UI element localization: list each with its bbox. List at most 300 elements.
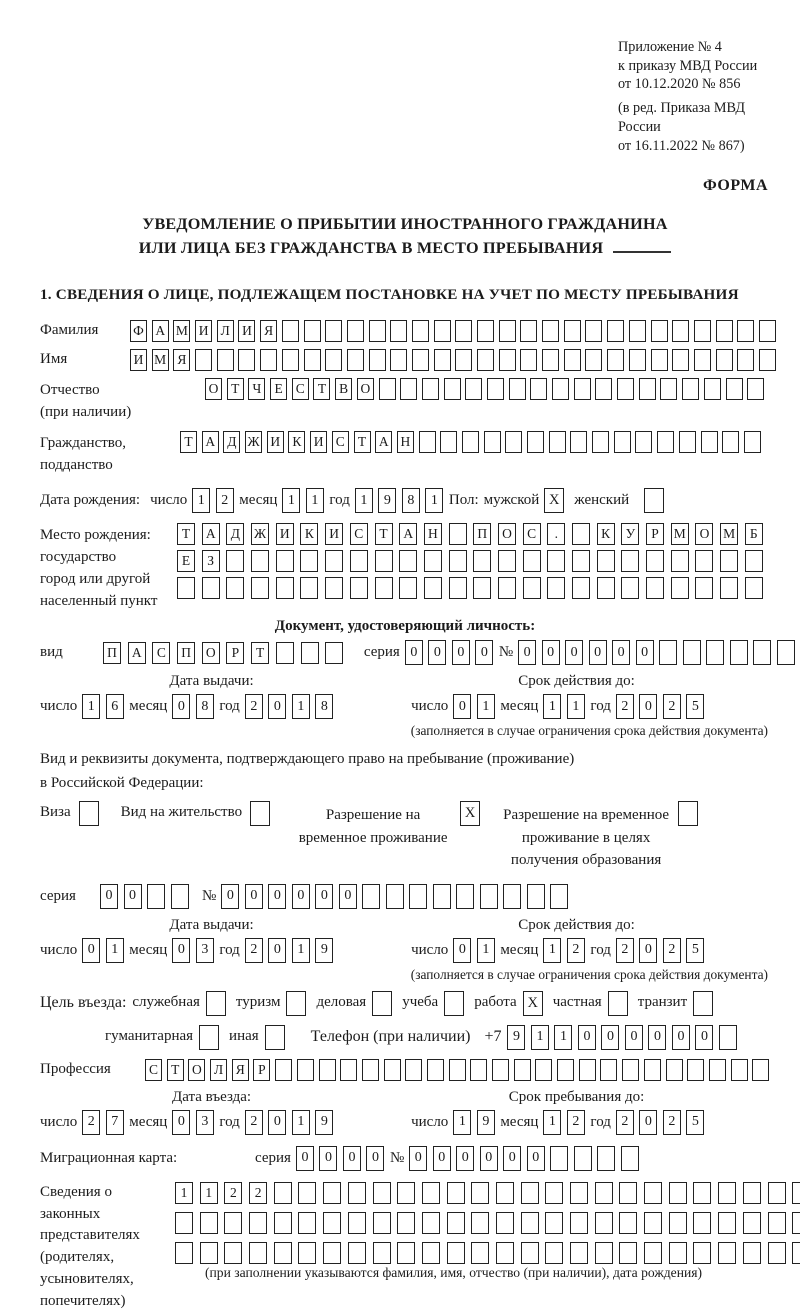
char-cell[interactable]: Я	[260, 320, 277, 342]
char-cell[interactable]: 2	[663, 1110, 681, 1135]
char-cell[interactable]: 0	[428, 640, 446, 665]
char-cell[interactable]	[369, 349, 386, 371]
char-cell[interactable]	[768, 1242, 786, 1264]
char-cell[interactable]	[449, 550, 467, 572]
char-cell[interactable]	[768, 1182, 786, 1204]
char-cell[interactable]: Ф	[130, 320, 147, 342]
char-cell[interactable]	[477, 349, 494, 371]
char-cell[interactable]: 1	[292, 694, 310, 719]
residence-permit-checkbox[interactable]	[250, 801, 270, 826]
char-cell[interactable]: 0	[319, 1146, 337, 1171]
char-cell[interactable]	[304, 320, 321, 342]
char-cell[interactable]	[301, 642, 319, 664]
char-cell[interactable]: И	[195, 320, 212, 342]
char-cell[interactable]: В	[335, 378, 352, 400]
char-cell[interactable]: Л	[210, 1059, 227, 1081]
char-cell[interactable]	[347, 320, 364, 342]
char-cell[interactable]	[651, 349, 668, 371]
char-cell[interactable]: 5	[686, 1110, 704, 1135]
char-cell[interactable]: К	[300, 523, 318, 545]
char-cell[interactable]	[492, 1059, 509, 1081]
char-cell[interactable]: И	[267, 431, 284, 453]
char-cell[interactable]	[444, 378, 461, 400]
char-cell[interactable]	[226, 577, 244, 599]
char-cell[interactable]	[743, 1182, 761, 1204]
char-cell[interactable]: 0	[268, 1110, 286, 1135]
char-cell[interactable]	[422, 1212, 440, 1234]
char-cell[interactable]: 0	[695, 1025, 713, 1050]
char-cell[interactable]	[693, 1242, 711, 1264]
char-cell[interactable]: Ж	[245, 431, 262, 453]
char-cell[interactable]: 8	[402, 488, 420, 513]
char-cell[interactable]: 0	[578, 1025, 596, 1050]
other-checkbox[interactable]	[265, 1025, 285, 1050]
char-cell[interactable]: Т	[251, 642, 269, 664]
char-cell[interactable]	[434, 349, 451, 371]
char-cell[interactable]: О	[205, 378, 222, 400]
char-cell[interactable]: 2	[245, 1110, 263, 1135]
tourism-checkbox[interactable]	[286, 991, 306, 1016]
char-cell[interactable]	[660, 378, 677, 400]
char-cell[interactable]	[644, 1059, 661, 1081]
char-cell[interactable]	[471, 1212, 489, 1234]
char-cell[interactable]	[597, 1146, 615, 1171]
char-cell[interactable]: Д	[223, 431, 240, 453]
char-cell[interactable]: М	[671, 523, 689, 545]
char-cell[interactable]	[716, 320, 733, 342]
char-cell[interactable]	[390, 320, 407, 342]
char-cell[interactable]: 0	[172, 694, 190, 719]
char-cell[interactable]	[753, 640, 771, 665]
char-cell[interactable]: 6	[106, 694, 124, 719]
char-cell[interactable]	[614, 431, 631, 453]
char-cell[interactable]	[348, 1182, 366, 1204]
char-cell[interactable]	[547, 577, 565, 599]
char-cell[interactable]: 2	[216, 488, 234, 513]
char-cell[interactable]	[325, 577, 343, 599]
char-cell[interactable]: Т	[177, 523, 195, 545]
char-cell[interactable]: М	[720, 523, 738, 545]
char-cell[interactable]	[274, 1212, 292, 1234]
char-cell[interactable]	[759, 320, 776, 342]
char-cell[interactable]: Е	[270, 378, 287, 400]
char-cell[interactable]: 5	[686, 938, 704, 963]
char-cell[interactable]: К	[597, 523, 615, 545]
char-cell[interactable]	[719, 1025, 737, 1050]
char-cell[interactable]	[449, 523, 467, 545]
char-cell[interactable]	[621, 1146, 639, 1171]
char-cell[interactable]	[639, 378, 656, 400]
char-cell[interactable]: Д	[226, 523, 244, 545]
char-cell[interactable]	[726, 378, 743, 400]
char-cell[interactable]	[473, 577, 491, 599]
char-cell[interactable]: П	[103, 642, 121, 664]
visa-checkbox[interactable]	[79, 801, 99, 826]
char-cell[interactable]: 2	[224, 1182, 242, 1204]
char-cell[interactable]	[224, 1242, 242, 1264]
char-cell[interactable]: 0	[503, 1146, 521, 1171]
char-cell[interactable]	[399, 550, 417, 572]
char-cell[interactable]	[574, 378, 591, 400]
humanitarian-checkbox[interactable]	[199, 1025, 219, 1050]
char-cell[interactable]	[422, 378, 439, 400]
char-cell[interactable]: З	[202, 550, 220, 572]
char-cell[interactable]	[325, 642, 343, 664]
char-cell[interactable]	[424, 577, 442, 599]
char-cell[interactable]: Л	[217, 320, 234, 342]
char-cell[interactable]	[348, 1212, 366, 1234]
char-cell[interactable]: 2	[663, 694, 681, 719]
char-cell[interactable]	[557, 1059, 574, 1081]
char-cell[interactable]	[369, 320, 386, 342]
char-cell[interactable]: 2	[616, 938, 634, 963]
char-cell[interactable]: П	[473, 523, 491, 545]
char-cell[interactable]: 0	[366, 1146, 384, 1171]
char-cell[interactable]	[720, 577, 738, 599]
char-cell[interactable]: 7	[106, 1110, 124, 1135]
char-cell[interactable]	[709, 1059, 726, 1081]
char-cell[interactable]: 1	[425, 488, 443, 513]
char-cell[interactable]	[195, 349, 212, 371]
char-cell[interactable]	[523, 577, 541, 599]
char-cell[interactable]: Т	[375, 523, 393, 545]
char-cell[interactable]: 0	[612, 640, 630, 665]
char-cell[interactable]	[666, 1059, 683, 1081]
char-cell[interactable]	[447, 1182, 465, 1204]
char-cell[interactable]	[422, 1182, 440, 1204]
char-cell[interactable]: 0	[315, 884, 333, 909]
char-cell[interactable]	[595, 378, 612, 400]
char-cell[interactable]	[375, 550, 393, 572]
char-cell[interactable]	[375, 577, 393, 599]
char-cell[interactable]	[238, 349, 255, 371]
char-cell[interactable]: 0	[221, 884, 239, 909]
char-cell[interactable]	[498, 550, 516, 572]
char-cell[interactable]: 1	[543, 694, 561, 719]
char-cell[interactable]: 0	[245, 884, 263, 909]
char-cell[interactable]	[595, 1242, 613, 1264]
char-cell[interactable]	[300, 577, 318, 599]
char-cell[interactable]: 1	[543, 1110, 561, 1135]
char-cell[interactable]	[768, 1212, 786, 1234]
char-cell[interactable]: 2	[616, 1110, 634, 1135]
char-cell[interactable]	[644, 1182, 662, 1204]
char-cell[interactable]: 1	[292, 1110, 310, 1135]
char-cell[interactable]	[386, 884, 404, 909]
char-cell[interactable]: Т	[313, 378, 330, 400]
char-cell[interactable]	[669, 1182, 687, 1204]
char-cell[interactable]	[669, 1212, 687, 1234]
char-cell[interactable]	[499, 320, 516, 342]
char-cell[interactable]	[752, 1059, 769, 1081]
char-cell[interactable]: 1	[567, 694, 585, 719]
char-cell[interactable]: 1	[355, 488, 373, 513]
char-cell[interactable]	[745, 550, 763, 572]
char-cell[interactable]	[694, 349, 711, 371]
char-cell[interactable]	[249, 1212, 267, 1234]
char-cell[interactable]	[521, 1242, 539, 1264]
char-cell[interactable]	[323, 1182, 341, 1204]
char-cell[interactable]	[595, 1212, 613, 1234]
char-cell[interactable]: К	[288, 431, 305, 453]
char-cell[interactable]	[657, 431, 674, 453]
char-cell[interactable]: 0	[480, 1146, 498, 1171]
char-cell[interactable]	[535, 1059, 552, 1081]
char-cell[interactable]: 0	[542, 640, 560, 665]
char-cell[interactable]	[701, 431, 718, 453]
char-cell[interactable]	[200, 1212, 218, 1234]
char-cell[interactable]	[572, 577, 590, 599]
char-cell[interactable]	[251, 550, 269, 572]
char-cell[interactable]	[572, 550, 590, 572]
char-cell[interactable]	[574, 1146, 592, 1171]
char-cell[interactable]	[419, 431, 436, 453]
char-cell[interactable]: 3	[196, 1110, 214, 1135]
char-cell[interactable]: 0	[518, 640, 536, 665]
char-cell[interactable]	[496, 1212, 514, 1234]
char-cell[interactable]: 1	[554, 1025, 572, 1050]
work-checkbox[interactable]: X	[523, 991, 543, 1016]
char-cell[interactable]: М	[173, 320, 190, 342]
char-cell[interactable]: С	[523, 523, 541, 545]
char-cell[interactable]: Е	[177, 550, 195, 572]
char-cell[interactable]	[465, 378, 482, 400]
char-cell[interactable]	[373, 1242, 391, 1264]
char-cell[interactable]	[282, 349, 299, 371]
char-cell[interactable]	[704, 378, 721, 400]
char-cell[interactable]	[523, 550, 541, 572]
char-cell[interactable]	[694, 320, 711, 342]
char-cell[interactable]	[480, 884, 498, 909]
char-cell[interactable]: А	[128, 642, 146, 664]
char-cell[interactable]	[323, 1242, 341, 1264]
char-cell[interactable]	[447, 1212, 465, 1234]
char-cell[interactable]	[547, 550, 565, 572]
char-cell[interactable]	[659, 640, 677, 665]
char-cell[interactable]	[373, 1182, 391, 1204]
char-cell[interactable]: 1	[543, 938, 561, 963]
char-cell[interactable]: О	[357, 378, 374, 400]
char-cell[interactable]: 0	[172, 1110, 190, 1135]
char-cell[interactable]: 0	[433, 1146, 451, 1171]
char-cell[interactable]: 1	[531, 1025, 549, 1050]
char-cell[interactable]: И	[130, 349, 147, 371]
char-cell[interactable]	[527, 431, 544, 453]
char-cell[interactable]	[530, 378, 547, 400]
char-cell[interactable]	[646, 577, 664, 599]
char-cell[interactable]	[542, 320, 559, 342]
char-cell[interactable]: 5	[686, 694, 704, 719]
char-cell[interactable]	[520, 349, 537, 371]
char-cell[interactable]	[297, 1059, 314, 1081]
char-cell[interactable]	[716, 349, 733, 371]
char-cell[interactable]	[570, 1242, 588, 1264]
char-cell[interactable]	[422, 1242, 440, 1264]
char-cell[interactable]	[217, 349, 234, 371]
char-cell[interactable]	[274, 1182, 292, 1204]
char-cell[interactable]: 1	[200, 1182, 218, 1204]
char-cell[interactable]: 0	[639, 938, 657, 963]
char-cell[interactable]	[300, 550, 318, 572]
char-cell[interactable]	[542, 349, 559, 371]
char-cell[interactable]	[669, 1242, 687, 1264]
char-cell[interactable]: Н	[424, 523, 442, 545]
sex-female-checkbox[interactable]	[644, 488, 664, 513]
char-cell[interactable]	[400, 378, 417, 400]
char-cell[interactable]	[730, 640, 748, 665]
char-cell[interactable]	[449, 577, 467, 599]
private-checkbox[interactable]	[608, 991, 628, 1016]
char-cell[interactable]: 1	[477, 938, 495, 963]
char-cell[interactable]: 9	[315, 1110, 333, 1135]
char-cell[interactable]: Ч	[248, 378, 265, 400]
char-cell[interactable]	[744, 431, 761, 453]
char-cell[interactable]	[177, 577, 195, 599]
char-cell[interactable]: 0	[100, 884, 118, 909]
char-cell[interactable]	[597, 550, 615, 572]
char-cell[interactable]	[585, 349, 602, 371]
char-cell[interactable]: А	[399, 523, 417, 545]
char-cell[interactable]: 0	[452, 640, 470, 665]
char-cell[interactable]: 0	[343, 1146, 361, 1171]
char-cell[interactable]	[693, 1212, 711, 1234]
char-cell[interactable]: И	[310, 431, 327, 453]
char-cell[interactable]	[487, 378, 504, 400]
char-cell[interactable]	[629, 349, 646, 371]
char-cell[interactable]	[276, 642, 294, 664]
char-cell[interactable]: 0	[268, 694, 286, 719]
char-cell[interactable]: А	[152, 320, 169, 342]
char-cell[interactable]	[718, 1212, 736, 1234]
char-cell[interactable]	[706, 640, 724, 665]
char-cell[interactable]	[477, 320, 494, 342]
char-cell[interactable]	[792, 1182, 800, 1204]
char-cell[interactable]	[224, 1212, 242, 1234]
char-cell[interactable]	[298, 1242, 316, 1264]
char-cell[interactable]: 1	[282, 488, 300, 513]
char-cell[interactable]: Р	[646, 523, 664, 545]
char-cell[interactable]	[298, 1182, 316, 1204]
char-cell[interactable]	[743, 1212, 761, 1234]
char-cell[interactable]	[175, 1242, 193, 1264]
char-cell[interactable]	[325, 550, 343, 572]
char-cell[interactable]	[570, 1212, 588, 1234]
char-cell[interactable]: 0	[339, 884, 357, 909]
char-cell[interactable]: 0	[636, 640, 654, 665]
char-cell[interactable]	[737, 349, 754, 371]
temp-residence-checkbox[interactable]: X	[460, 801, 480, 826]
char-cell[interactable]: С	[332, 431, 349, 453]
char-cell[interactable]	[362, 1059, 379, 1081]
char-cell[interactable]	[348, 1242, 366, 1264]
char-cell[interactable]	[397, 1242, 415, 1264]
char-cell[interactable]: 1	[82, 694, 100, 719]
char-cell[interactable]: 0	[589, 640, 607, 665]
char-cell[interactable]	[545, 1182, 563, 1204]
char-cell[interactable]	[521, 1212, 539, 1234]
char-cell[interactable]	[175, 1212, 193, 1234]
char-cell[interactable]: 0	[82, 938, 100, 963]
char-cell[interactable]: 8	[315, 694, 333, 719]
char-cell[interactable]: .	[547, 523, 565, 545]
char-cell[interactable]	[644, 1242, 662, 1264]
char-cell[interactable]: И	[325, 523, 343, 545]
char-cell[interactable]: 0	[639, 694, 657, 719]
char-cell[interactable]	[579, 1059, 596, 1081]
char-cell[interactable]	[347, 349, 364, 371]
char-cell[interactable]	[564, 320, 581, 342]
char-cell[interactable]	[720, 550, 738, 572]
char-cell[interactable]	[449, 1059, 466, 1081]
char-cell[interactable]: 0	[453, 694, 471, 719]
char-cell[interactable]: М	[152, 349, 169, 371]
char-cell[interactable]	[550, 1146, 568, 1171]
char-cell[interactable]: 0	[172, 938, 190, 963]
char-cell[interactable]	[619, 1212, 637, 1234]
char-cell[interactable]: 1	[453, 1110, 471, 1135]
transit-checkbox[interactable]	[693, 991, 713, 1016]
char-cell[interactable]	[276, 577, 294, 599]
char-cell[interactable]	[362, 884, 380, 909]
char-cell[interactable]	[687, 1059, 704, 1081]
char-cell[interactable]: 0	[268, 884, 286, 909]
char-cell[interactable]: Р	[253, 1059, 270, 1081]
char-cell[interactable]	[671, 550, 689, 572]
char-cell[interactable]	[496, 1242, 514, 1264]
char-cell[interactable]	[409, 884, 427, 909]
official-checkbox[interactable]	[206, 991, 226, 1016]
char-cell[interactable]	[282, 320, 299, 342]
char-cell[interactable]: Т	[354, 431, 371, 453]
char-cell[interactable]	[672, 349, 689, 371]
char-cell[interactable]	[298, 1212, 316, 1234]
char-cell[interactable]	[597, 577, 615, 599]
char-cell[interactable]: 2	[82, 1110, 100, 1135]
char-cell[interactable]: 0	[268, 938, 286, 963]
char-cell[interactable]	[471, 1182, 489, 1204]
char-cell[interactable]	[455, 349, 472, 371]
char-cell[interactable]	[509, 378, 526, 400]
char-cell[interactable]: 0	[296, 1146, 314, 1171]
char-cell[interactable]	[433, 884, 451, 909]
char-cell[interactable]	[503, 884, 521, 909]
char-cell[interactable]	[718, 1182, 736, 1204]
char-cell[interactable]: О	[498, 523, 516, 545]
char-cell[interactable]: 2	[663, 938, 681, 963]
char-cell[interactable]: 9	[378, 488, 396, 513]
char-cell[interactable]	[427, 1059, 444, 1081]
char-cell[interactable]	[683, 640, 701, 665]
char-cell[interactable]	[171, 884, 189, 909]
char-cell[interactable]: А	[202, 523, 220, 545]
char-cell[interactable]: Ж	[251, 523, 269, 545]
char-cell[interactable]: С	[145, 1059, 162, 1081]
char-cell[interactable]	[434, 320, 451, 342]
sex-male-checkbox[interactable]: X	[544, 488, 564, 513]
char-cell[interactable]	[350, 550, 368, 572]
char-cell[interactable]	[147, 884, 165, 909]
char-cell[interactable]: Я	[232, 1059, 249, 1081]
char-cell[interactable]: 2	[567, 1110, 585, 1135]
char-cell[interactable]: 0	[292, 884, 310, 909]
char-cell[interactable]	[635, 431, 652, 453]
char-cell[interactable]	[607, 320, 624, 342]
char-cell[interactable]: 0	[672, 1025, 690, 1050]
char-cell[interactable]: Т	[180, 431, 197, 453]
char-cell[interactable]: И	[276, 523, 294, 545]
char-cell[interactable]: 3	[196, 938, 214, 963]
char-cell[interactable]	[399, 577, 417, 599]
